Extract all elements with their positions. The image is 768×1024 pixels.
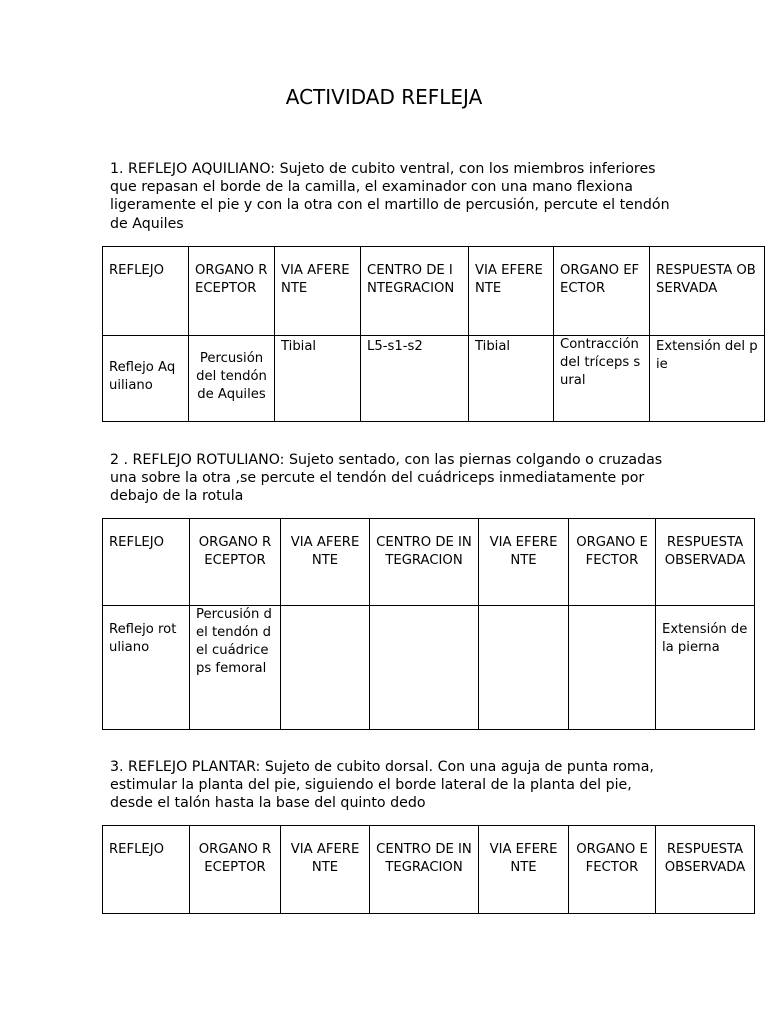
cell-via-aferente xyxy=(281,606,370,730)
cell-respuesta-observada: Extensión de la pierna xyxy=(656,606,755,730)
reflex-table-3 xyxy=(102,825,755,914)
cell-organo-efector: Contracción del tríceps sural xyxy=(554,336,650,422)
cell-via-eferente: Tibial xyxy=(469,336,554,422)
page-title: ACTIVIDAD REFLEJA xyxy=(285,85,483,109)
header-cell-reflejo: REFLEJO xyxy=(103,826,190,914)
header-cell-organo-receptor: ORGANO RECEPTOR xyxy=(190,519,281,606)
table-header-row xyxy=(103,826,755,914)
cell-via-eferente xyxy=(479,606,569,730)
table-header-row xyxy=(103,519,755,606)
table-row xyxy=(103,336,765,422)
header-cell-via-eferente: VIA EFERENTE xyxy=(469,247,554,336)
table-row xyxy=(103,606,755,730)
cell-organo-receptor: Percusión del tendón del cuádriceps femoral xyxy=(190,606,281,730)
cell-reflejo: Reflejo Aquiliano xyxy=(103,336,189,422)
header-cell-via-aferente: VIA AFERENTE xyxy=(275,247,361,336)
header-cell-via-eferente: VIA EFERENTE xyxy=(479,519,569,606)
header-cell-organo-efector: ORGANO EFECTOR xyxy=(554,247,650,336)
cell-respuesta-observada: Extensión del pie xyxy=(650,336,765,422)
header-cell-organo-efector: ORGANO EFECTOR xyxy=(569,519,656,606)
header-cell-reflejo: REFLEJO xyxy=(103,519,190,606)
header-cell-centro-integracion: CENTRO DE INTEGRACION xyxy=(370,826,479,914)
cell-centro-integracion xyxy=(370,606,479,730)
header-cell-via-aferente: VIA AFERENTE xyxy=(281,826,370,914)
section-3-description: 3. REFLEJO PLANTAR: Sujeto de cubito dorsal. Con una aguja de punta roma, estimular la planta del pie, siguiendo el borde lateral de la planta del pie, desde el talón hasta la base del quinto dedo xyxy=(110,759,654,812)
cell-organo-receptor: Percusión del tendón de Aquiles xyxy=(189,336,275,422)
header-cell-organo-receptor: ORGANO RECEPTOR xyxy=(190,826,281,914)
reflex-table-2 xyxy=(102,518,755,730)
header-cell-organo-efector: ORGANO EFECTOR xyxy=(569,826,656,914)
header-cell-centro-integracion: CENTRO DE INTEGRACION xyxy=(361,247,469,336)
header-cell-respuesta-observada: RESPUESTA OBSERVADA xyxy=(656,826,755,914)
table-header-row xyxy=(103,247,765,336)
section-2-description: 2 . REFLEJO ROTULIANO: Sujeto sentado, con las piernas colgando o cruzadas una sobre la otra ,se percute el tendón del cuádriceps inmediatamente por debajo de la rotula xyxy=(110,452,663,505)
header-cell-respuesta-observada: RESPUESTA OBSERVADA xyxy=(650,247,765,336)
header-cell-reflejo: REFLEJO xyxy=(103,247,189,336)
cell-reflejo: Reflejo rotuliano xyxy=(103,606,190,730)
header-cell-organo-receptor: ORGANO RECEPTOR xyxy=(189,247,275,336)
header-cell-via-aferente: VIA AFERENTE xyxy=(281,519,370,606)
header-cell-centro-integracion: CENTRO DE INTEGRACION xyxy=(370,519,479,606)
section-1-description: 1. REFLEJO AQUILIANO: Sujeto de cubito ventral, con los miembros inferiores que repasan el borde de la camilla, el examinador con una mano flexiona ligeramente el pie y con la otra con el martillo de percusión, percute el tendón de Aquiles xyxy=(110,161,670,232)
cell-organo-efector xyxy=(569,606,656,730)
reflex-table-1 xyxy=(102,246,765,422)
cell-centro-integracion: L5-s1-s2 xyxy=(361,336,469,422)
header-cell-respuesta-observada: RESPUESTA OBSERVADA xyxy=(656,519,755,606)
header-cell-via-eferente: VIA EFERENTE xyxy=(479,826,569,914)
cell-via-aferente: Tibial xyxy=(275,336,361,422)
